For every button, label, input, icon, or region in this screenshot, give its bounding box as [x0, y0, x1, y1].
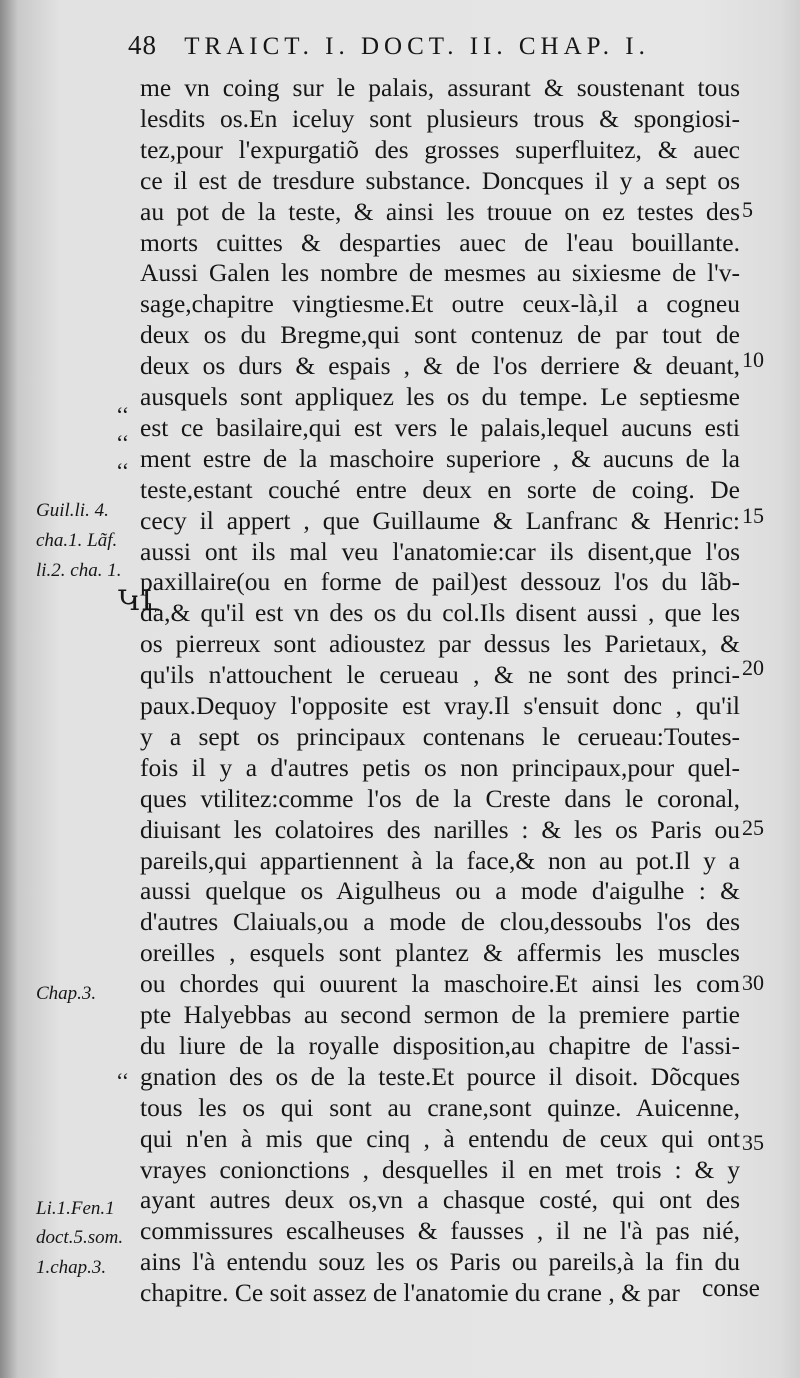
text-line: aussi ont ils mal veu l'anatomie:car ils disent,que l'os	[140, 537, 740, 566]
text-line: morts cuittes & desparties auec de l'eau bouillante.	[140, 228, 740, 257]
text-line: ou chordes qui ouurent la maschoire.Et ainsi les com	[140, 969, 740, 998]
text-line: ce il est de tresdure substance. Doncques il y a sept os	[140, 166, 740, 195]
text-line: cecy il appert , que Guillaume & Lanfranc & Henric:	[140, 506, 740, 535]
running-title: TRAICT. I. DOCT. II. CHAP. I.	[184, 33, 650, 60]
text-line: gnation des os de la teste.Et pource il disoit. Dõcques	[140, 1062, 740, 1091]
margin-note: doct.5.som.	[36, 1227, 124, 1248]
text-line: da,& qu'il est vn des os du col.Ils disent aussi , que les	[140, 598, 740, 627]
margin-note: li.2. cha. 1.	[36, 560, 122, 581]
text-line: pte Halyebbas au second sermon de la premiere partie	[140, 1000, 740, 1029]
margin-note: 1.chap.3.	[36, 1257, 107, 1278]
margin-note: Guil.li. 4.	[36, 500, 109, 521]
text-line: ains l'à entendu souz les os Paris ou pareils,à la fin du	[140, 1247, 740, 1276]
text-line: oreilles , esquels sont plantez & affermis les muscles	[140, 938, 740, 967]
text-line: diuisant les colatoires des narilles : & les os Paris ou	[140, 815, 740, 844]
quote-mark: ‘‘	[116, 430, 130, 455]
margin-note: Chap.3.	[36, 983, 97, 1004]
text-line: qu'ils n'attouchent le cerueau , & ne sont des princi-	[140, 660, 740, 689]
text-line: me vn coing sur le palais, assurant & soustenant tous	[140, 73, 740, 102]
line-number: 35	[742, 1130, 764, 1155]
text-line: chapitre. Ce soit assez de l'anatomie du crane , & par	[140, 1278, 680, 1307]
text-line: qui n'en à mis que cinq , à entendu de ceux qui ont	[140, 1124, 740, 1153]
text-line: commissures escalheuses & fausses , il ne l'à pas nié,	[140, 1216, 740, 1245]
text-line: paux.Dequoy l'opposite est vray.Il s'ensuit donc , qu'il	[140, 691, 740, 720]
text-line: est ce basilaire,qui est vers le palais,lequel aucuns esti	[140, 413, 740, 442]
line-number: 20	[742, 655, 764, 680]
line-number: 25	[742, 815, 764, 840]
page-number: 48	[128, 30, 157, 60]
line-number: 10	[742, 347, 764, 372]
line-number: 15	[742, 503, 764, 528]
text-line: y a sept os principaux contenans le cerueau:Toutes-	[140, 722, 740, 751]
text-line: Aussi Galen les nombre de mesmes au sixiesme de l'v-	[140, 258, 740, 287]
text-line: au pot de la teste, & ainsi les trouue on ez testes des	[140, 197, 740, 226]
text-line: fois il y a d'autres petis os non principaux,pour quel-	[140, 753, 740, 782]
text-line: ausquels sont appliquez les os du tempe. Le septiesme	[140, 382, 740, 411]
margin-note: Li.1.Fen.1	[36, 1198, 115, 1219]
text-line: ment estre de la maschoire superiore , & aucuns de la	[140, 444, 740, 473]
margin-note: cha.1. Lãf.	[36, 530, 118, 551]
text-line: aussi quelque os Aigulheus ou a mode d'aigulhe : &	[140, 876, 740, 905]
handwritten-mark: ԿԼ	[118, 586, 160, 617]
running-header	[128, 30, 650, 61]
text-line: deux os durs & espais , & de l'os derriere & deuant,	[140, 351, 740, 380]
text-line: lesdits os.En iceluy sont plusieurs trous & spongiosi-	[140, 104, 740, 133]
text-line: teste,estant couché entre deux en sorte de coing. De	[140, 475, 740, 504]
text-line: paxillaire(ou en forme de pail)est dessouz l'os du lãb-	[140, 567, 740, 596]
quote-mark: ‘‘	[116, 402, 130, 427]
text-line: ayant autres deux os,vn a chasque costé, qui ont des	[140, 1185, 740, 1214]
text-line: ques vtilitez:comme l'os de la Creste dans le coronal,	[140, 784, 740, 813]
quote-mark: ‘‘	[116, 1068, 130, 1093]
text-line: deux os du Bregme,qui sont contenuz de par tout de	[140, 320, 740, 349]
quote-mark: ‘‘	[116, 458, 130, 483]
catchword: conse	[701, 1273, 760, 1302]
text-line: du liure de la royalle disposition,au chapitre de l'assi-	[140, 1031, 740, 1060]
text-line: vrayes conionctions , desquelles il en met trois : & y	[140, 1155, 740, 1184]
text-line: pareils,qui appartiennent à la face,& non au pot.Il y a	[140, 846, 740, 875]
text-line: tous les os qui sont au crane,sont quinze. Auicenne,	[140, 1093, 740, 1122]
text-line: os pierreux sont adioustez par dessus les Parietaux, &	[140, 629, 740, 658]
line-number: 5	[742, 197, 753, 222]
line-number: 30	[742, 970, 764, 995]
text-line: tez,pour l'expurgatiõ des grosses superfluitez, & auec	[140, 135, 740, 164]
text-line: d'autres Claiuals,ou a mode de clou,dessoubs l'os des	[140, 907, 740, 936]
text-line: sage,chapitre vingtiesme.Et outre ceux-là,il a cogneu	[140, 289, 740, 318]
